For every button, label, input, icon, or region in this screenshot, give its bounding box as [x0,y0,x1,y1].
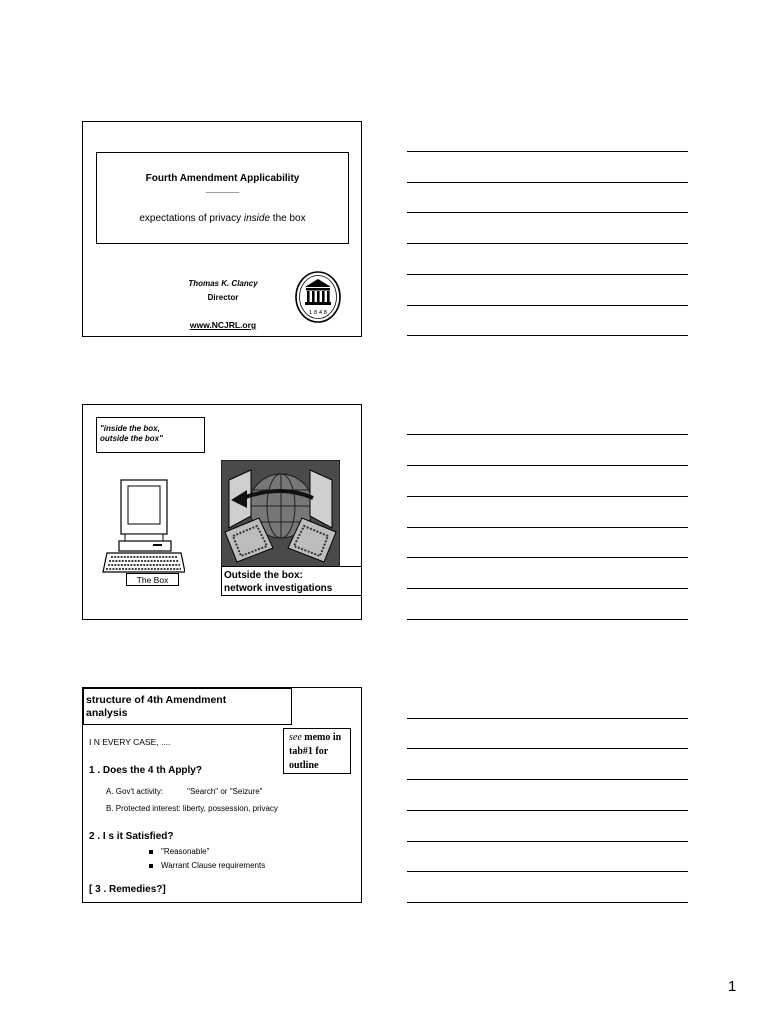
every-case-text: I N EVERY CASE, .... [89,737,171,747]
title-box [96,152,349,244]
note-line [407,274,688,275]
bullet-warrant: Warrant Clause requirements [149,861,265,870]
quote-line-1: "inside the box, [100,424,160,433]
outside-caption-line-1: Outside the box: [224,570,303,581]
note-line [407,182,688,183]
note-line [407,779,688,780]
note-line [407,212,688,213]
item-a [106,787,263,796]
bullet-icon [149,850,153,854]
note-line [407,434,688,435]
outside-box-caption [221,566,362,596]
note-line [407,335,688,336]
website-link[interactable]: www.NCJRL.org [189,320,257,330]
note-line [407,527,688,528]
slide3-title-line-1: structure of 4th Amendment [86,694,227,706]
slide1-separator: ______ [205,183,240,194]
slide1-title: Fourth Amendment Applicability [145,173,300,184]
page-number: 1 [728,978,737,995]
slide1-subtitle: expectations of privacy inside the box [139,213,306,224]
see-memo-note [283,728,351,774]
author-role: Director [207,293,239,302]
note-line [407,748,688,749]
author-name: Thomas K. Clancy [188,279,258,288]
note-line [407,243,688,244]
logo-year: 1 8 4 8 [308,310,328,316]
note-line [407,810,688,811]
note-line [407,465,688,466]
slide-2 [82,404,362,620]
slide3-title-line-2: analysis [86,707,128,719]
slide-3 [82,687,362,903]
question-3: [ 3 . Remedies?] [89,884,166,895]
note-line [407,871,688,872]
university-seal-icon [293,270,343,324]
box-label: The Box [126,573,179,586]
note-line [407,718,688,719]
see-memo-line-2: tab#1 for [289,746,329,757]
outside-caption-line-2: network investigations [224,583,333,594]
note-line [407,841,688,842]
computer-icon [101,477,185,577]
item-b: B. Protected interest: liberty, possession, privacy [106,804,278,813]
see-memo-line-3: outline [289,760,319,771]
question-1: 1 . Does the 4 th Apply? [89,765,202,776]
quote-box [96,417,205,453]
quote-line-2: outside the box" [100,434,163,443]
note-line [407,151,688,152]
slide-1 [82,121,362,337]
see-memo-line-1: see memo in [289,732,342,743]
note-line [407,496,688,497]
question-2: 2 . I s it Satisfied? [89,831,174,842]
network-investigation-icon [221,460,340,570]
bullet-reasonable: "Reasonable" [149,847,209,856]
note-line [407,305,688,306]
note-line [407,619,688,620]
item-a-label: A. Gov't activity: [106,787,164,796]
bullet-icon [149,864,153,868]
item-a-value: "Search" or "Seizure" [187,787,263,796]
note-line [407,557,688,558]
note-line [407,902,688,903]
slide3-title-box [83,688,292,725]
note-line [407,588,688,589]
